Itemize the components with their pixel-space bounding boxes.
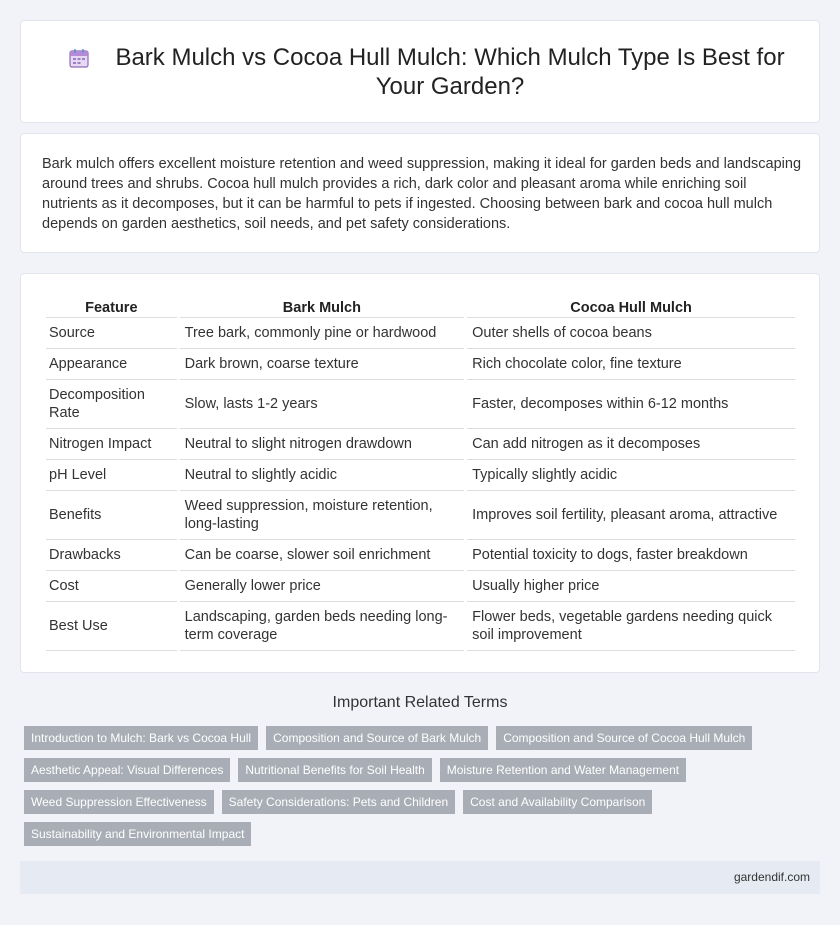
cocoa-cell: Usually higher price (467, 571, 795, 602)
bark-cell: Neutral to slightly acidic (180, 460, 464, 491)
table-row (46, 429, 795, 460)
related-term-tag[interactable]: Safety Considerations: Pets and Children (222, 790, 455, 814)
related-term-tag[interactable]: Sustainability and Environmental Impact (24, 822, 251, 846)
related-term-tag[interactable]: Composition and Source of Cocoa Hull Mulch (496, 726, 752, 750)
cocoa-cell: Potential toxicity to dogs, faster breakdown (467, 540, 795, 571)
cocoa-cell: Outer shells of cocoa beans (467, 318, 795, 349)
cocoa-cell: Can add nitrogen as it decomposes (467, 429, 795, 460)
title-card (20, 20, 820, 123)
footer (20, 861, 820, 894)
bark-cell: Landscaping, garden beds needing long-term coverage (180, 602, 464, 651)
table-header-row (46, 296, 795, 318)
header-feature: Feature (46, 296, 177, 318)
table-row (46, 460, 795, 491)
related-terms-list (24, 726, 804, 846)
intro-paragraph: Bark mulch offers excellent moisture retention and weed suppression, making it ideal for garden beds and landscaping around trees and shrubs. Cocoa hull mulch provides a rich, dark color and pleasant aroma while enriching soil nutrients as it decomposes, but it can be harmful to pets if ingested. Choosing between bark and cocoa hull mulch depends on garden aesthetics, soil needs, and pet safety considerations. (42, 156, 802, 232)
intro-card (20, 133, 820, 253)
header-bark-mulch: Bark Mulch (180, 296, 464, 318)
header-cocoa-hull-mulch: Cocoa Hull Mulch (467, 296, 795, 318)
feature-cell: Cost (46, 571, 177, 602)
table-row (46, 602, 795, 651)
related-term-tag[interactable]: Composition and Source of Bark Mulch (266, 726, 488, 750)
feature-cell: pH Level (46, 460, 177, 491)
table-row (46, 540, 795, 571)
bark-cell: Can be coarse, slower soil enrichment (180, 540, 464, 571)
cocoa-cell: Flower beds, vegetable gardens needing quick soil improvement (467, 602, 795, 651)
feature-cell: Appearance (46, 349, 177, 380)
cocoa-cell: Improves soil fertility, pleasant aroma, attractive (467, 491, 795, 540)
related-term-tag[interactable]: Nutritional Benefits for Soil Health (238, 758, 431, 782)
bark-cell: Slow, lasts 1-2 years (180, 380, 464, 429)
table-row (46, 380, 795, 429)
bark-cell: Neutral to slight nitrogen drawdown (180, 429, 464, 460)
bark-cell: Tree bark, commonly pine or hardwood (180, 318, 464, 349)
related-terms-heading: Important Related Terms (332, 694, 508, 711)
feature-cell: Benefits (46, 491, 177, 540)
related-term-tag[interactable]: Moisture Retention and Water Management (440, 758, 686, 782)
cocoa-cell: Rich chocolate color, fine texture (467, 349, 795, 380)
table-row (46, 349, 795, 380)
feature-cell: Source (46, 318, 177, 349)
feature-cell: Nitrogen Impact (46, 429, 177, 460)
related-term-tag[interactable]: Aesthetic Appeal: Visual Differences (24, 758, 230, 782)
related-term-tag[interactable]: Cost and Availability Comparison (463, 790, 652, 814)
feature-cell: Best Use (46, 602, 177, 651)
calendar-icon (67, 46, 91, 70)
table-row (46, 318, 795, 349)
related-term-tag[interactable]: Introduction to Mulch: Bark vs Cocoa Hull (24, 726, 258, 750)
bark-cell: Weed suppression, moisture retention, long-lasting (180, 491, 464, 540)
comparison-table (43, 296, 798, 651)
footer-site-link[interactable]: gardendif.com (733, 870, 810, 884)
table-row (46, 491, 795, 540)
bark-cell: Generally lower price (180, 571, 464, 602)
cocoa-cell: Typically slightly acidic (467, 460, 795, 491)
comparison-card (20, 273, 820, 673)
bark-cell: Dark brown, coarse texture (180, 349, 464, 380)
related-term-tag[interactable]: Weed Suppression Effectiveness (24, 790, 214, 814)
feature-cell: Drawbacks (46, 540, 177, 571)
page-title: Bark Mulch vs Cocoa Hull Mulch: Which Mulch Type Is Best for Your Garden? (115, 44, 785, 100)
table-row (46, 571, 795, 602)
feature-cell: Decomposition Rate (46, 380, 177, 429)
cocoa-cell: Faster, decomposes within 6-12 months (467, 380, 795, 429)
